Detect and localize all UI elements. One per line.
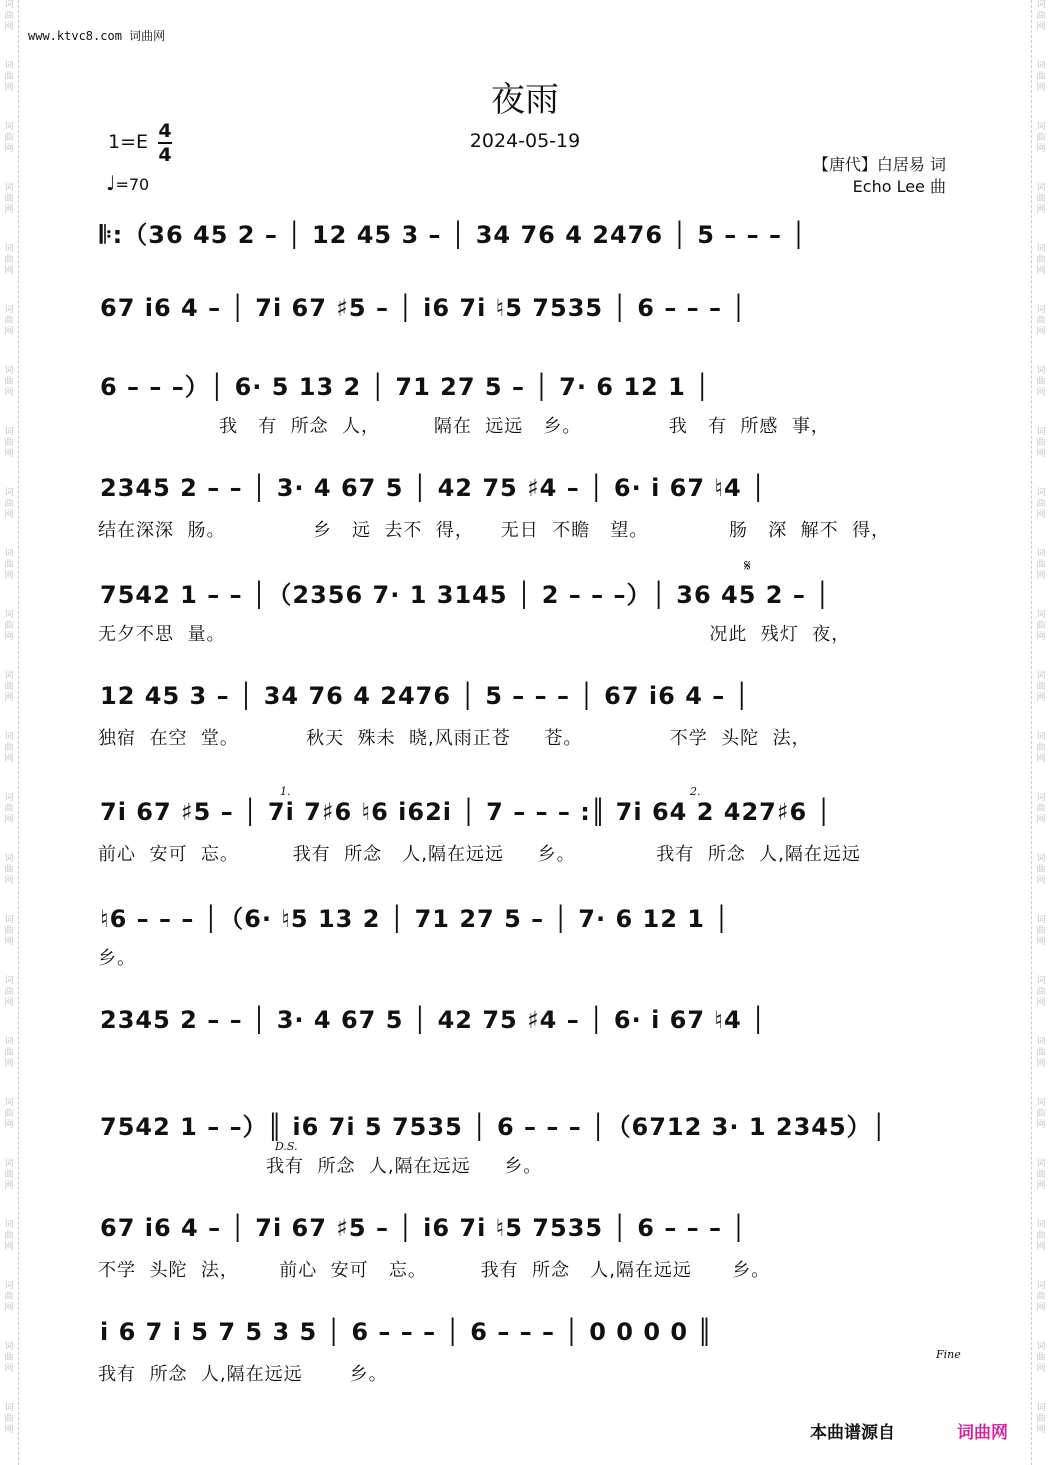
lyrics-row: 我有 所念 人,隔在远远 乡。 bbox=[98, 1156, 543, 1177]
footer-source-label: 本曲谱源自 bbox=[810, 1423, 895, 1443]
fine-label: Fine bbox=[936, 1348, 961, 1361]
composer-credit: Echo Lee 曲 bbox=[852, 177, 946, 196]
lyrics-row: 不学 头陀 法， 前心 安可 忘。 我有 所念 人,隔在远远 乡。 bbox=[98, 1260, 771, 1281]
music-row: 12 45 3 – │ 34 76 4 2476 │ 5 – – – │ 67 i6 4 – │ bbox=[100, 682, 751, 710]
site-url[interactable]: www.ktvc8.com 词曲网 bbox=[28, 29, 166, 43]
lyrics-row: 我有 所念 人,隔在远远 乡。 bbox=[98, 1364, 388, 1385]
footer-brand-link[interactable]: 词曲网 bbox=[957, 1423, 1008, 1443]
song-title: 夜雨 bbox=[491, 80, 559, 120]
music-row: 7542 1 – – │（2356 7· 1 3145 │ 2 – – –）│ 36 45 2 – │ bbox=[100, 580, 831, 609]
music-row: 2345 2 – – │ 3· 4 67 5 │ 42 75 ♯4 – │ 6· i 67 ♮4 │ bbox=[100, 1006, 767, 1034]
music-row: 67 i6 4 – │ 7i 67 ♯5 – │ i6 7i ♮5 7535 │ 6 – – – │ bbox=[100, 294, 747, 322]
time-sig-bottom: 4 bbox=[158, 144, 172, 166]
tempo-value: =70 bbox=[115, 175, 150, 194]
lyrics-row: 无夕不思 量。 况此 残灯 夜， bbox=[98, 624, 851, 645]
music-row: ♮6 – – – │（6· ♮5 13 2 │ 71 27 5 – │ 7· 6 12 1 │ bbox=[100, 904, 730, 933]
volta-1-label: 1. bbox=[280, 785, 291, 798]
music-row: 7i 67 ♯5 – │ 7i 7♯6 ♮6 i62i │ 7 – – – :║ 7i 64 2 427♯6 │ bbox=[100, 798, 832, 826]
right-watermark-strip: 词 曲 网 词 曲 网 词 曲 网 词 曲 网 词 曲 网 词 曲 网 词 曲 网 词 曲 网 词 曲 网 词 曲 网 词 曲 网 词 曲 网 词 曲 网 词 曲 网 词 曲 网 词 曲 网 词 曲 网 词 曲 网 词 曲 网 词 曲 网 词 曲 网 词 曲 网 词 曲 网 词 曲 网 bbox=[1031, 0, 1050, 1465]
lyrics-row: 乡。 bbox=[98, 948, 136, 969]
lyricist-credit: 【唐代】白居易 词 bbox=[812, 155, 946, 174]
lyrics-row: 独宿 在空 堂。 秋天 殊未 晓,风雨正苍 苍。 不学 头陀 法， bbox=[98, 728, 811, 749]
lyrics-row: 结在深深 肠。 乡 远 去不 得， 无日 不瞻 望。 肠 深 解不 得， bbox=[98, 520, 891, 541]
music-row: 7542 1 – –）║ i6 7i 5 7535 │ 6 – – – │（6712 3· 1 2345）│ bbox=[100, 1112, 888, 1141]
music-row: 𝄆:（36 45 2 – │ 12 45 3 – │ 34 76 4 2476 │ 5 – – – │ bbox=[100, 220, 807, 249]
tempo-marking bbox=[106, 171, 149, 195]
segno-icon: 𝄋 bbox=[744, 556, 751, 575]
volta-2-label: 2. bbox=[690, 785, 701, 798]
music-row: 2345 2 – – │ 3· 4 67 5 │ 42 75 ♯4 – │ 6· i 67 ♮4 │ bbox=[100, 474, 767, 502]
quarter-note-icon: ♩ bbox=[106, 171, 116, 195]
lyrics-row: 我 有 所念 人， 隔在 远远 乡。 我 有 所感 事， bbox=[98, 416, 830, 437]
music-row: 6 – – –）│ 6· 5 13 2 │ 71 27 5 – │ 7· 6 12 1 │ bbox=[100, 372, 711, 401]
music-row: i 6 7 i 5 7 5 3 5 │ 6 – – – │ 6 – – – │ 0 0 0 0 ║ bbox=[100, 1318, 713, 1346]
time-signature bbox=[158, 120, 172, 166]
song-date: 2024-05-19 bbox=[469, 130, 581, 152]
left-watermark-strip: 词 曲 网 词 曲 网 词 曲 网 词 曲 网 词 曲 网 词 曲 网 词 曲 网 词 曲 网 词 曲 网 词 曲 网 词 曲 网 词 曲 网 词 曲 网 词 曲 网 词 曲 网 词 曲 网 词 曲 网 词 曲 网 词 曲 网 词 曲 网 词 曲 网 词 曲 网 词 曲 网 词 曲 网 bbox=[0, 0, 19, 1465]
dal-segno-label: D.S. bbox=[275, 1140, 298, 1153]
key-signature: 1=E bbox=[108, 131, 149, 153]
music-row: 67 i6 4 – │ 7i 67 ♯5 – │ i6 7i ♮5 7535 │ 6 – – – │ bbox=[100, 1214, 747, 1242]
lyrics-row: 前心 安可 忘。 我有 所念 人,隔在远远 乡。 我有 所念 人,隔在远远 bbox=[98, 844, 861, 865]
time-sig-top: 4 bbox=[158, 120, 172, 142]
